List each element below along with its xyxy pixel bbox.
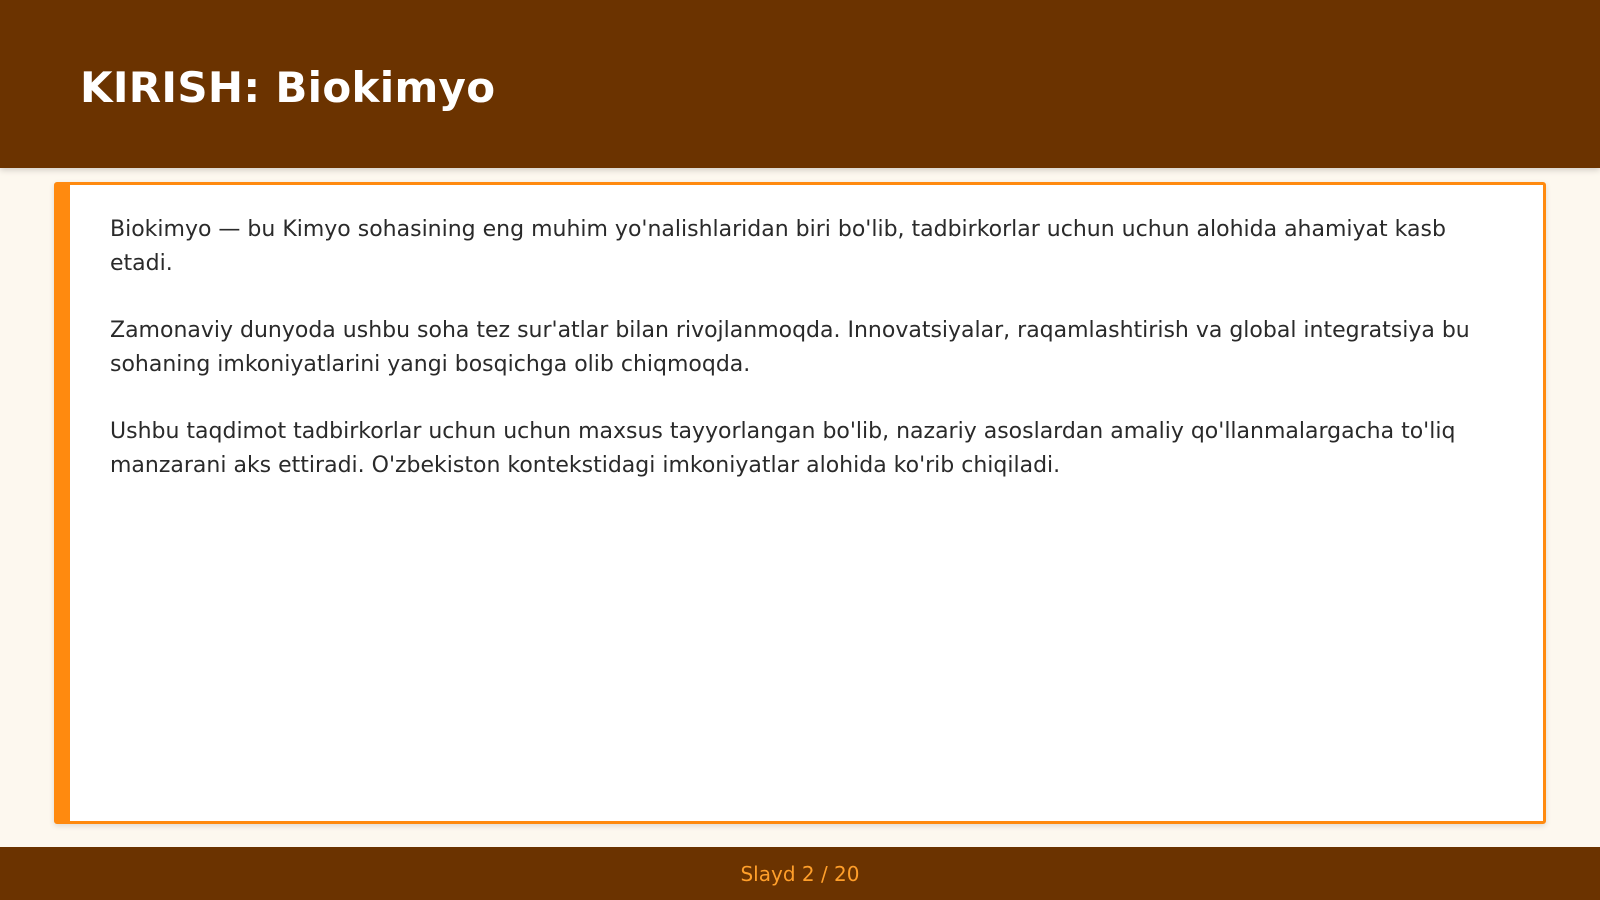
slide-counter: Slayd 2 / 20 <box>740 861 860 886</box>
paragraph-development: Zamonaviy dunyoda ushbu soha tez sur'atlar bilan rivojlanmoqda. Innovatsiyalar, raqamlashtirish va global integratsiya bu sohaning imkoniyatlarini yangi bosqichga olib chiqmoqda. <box>110 318 1470 377</box>
paragraph-list <box>110 213 1503 516</box>
content-card <box>54 182 1546 824</box>
paragraph-intro: Biokimyo — bu Kimyo sohasining eng muhim yo'nalishlaridan biri bo'lib, tadbirkorlar uchun uchun alohida ahamiyat kasb etadi. <box>110 217 1446 276</box>
slide-footer <box>0 847 1600 900</box>
slide-header <box>0 0 1600 168</box>
slide-title: KIRISH: Biokimyo <box>80 63 496 112</box>
paragraph-presentation-scope: Ushbu taqdimot tadbirkorlar uchun uchun maxsus tayyorlangan bo'lib, nazariy asoslardan amaliy qo'llanmalargacha to'liq manzarani aks ettiradi. O'zbekiston kontekstidagi imkoniyatlar alohida ko'rib chiqiladi. <box>110 419 1456 478</box>
